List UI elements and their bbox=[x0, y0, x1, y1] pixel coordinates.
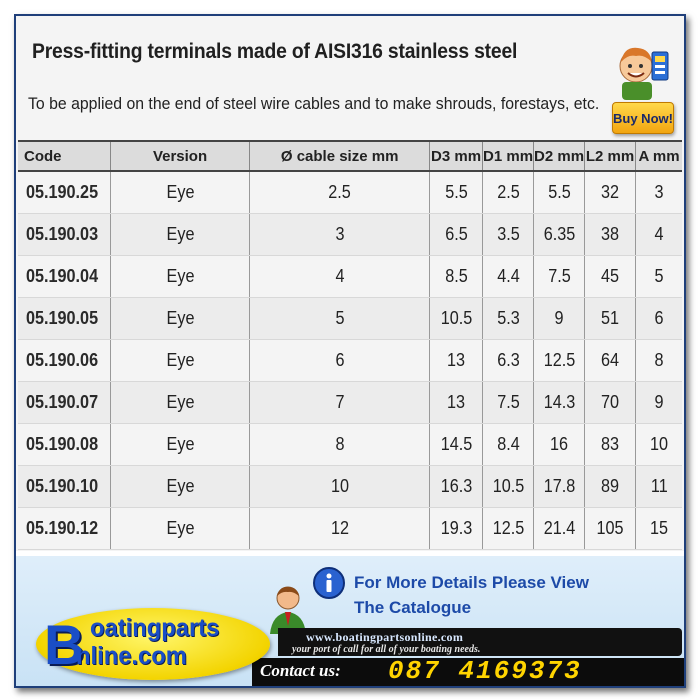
cell-value: 64 bbox=[601, 350, 620, 370]
cell-d3 bbox=[430, 424, 483, 466]
table-row bbox=[18, 214, 682, 256]
cell-value: 5.5 bbox=[444, 182, 468, 202]
logo-letter: B bbox=[44, 613, 85, 676]
cell-d2 bbox=[534, 340, 585, 382]
table-row bbox=[18, 466, 682, 508]
cell-value: 105 bbox=[596, 518, 624, 538]
table-row bbox=[18, 340, 682, 382]
cell-d1 bbox=[483, 171, 534, 214]
page-frame bbox=[14, 14, 686, 688]
info-icon bbox=[312, 566, 346, 600]
cell-version bbox=[110, 171, 249, 214]
cell-value: 9 bbox=[654, 392, 664, 412]
catalogue-link[interactable] bbox=[354, 570, 589, 620]
shopper-mascot-icon bbox=[612, 40, 672, 102]
cell-l2 bbox=[585, 382, 636, 424]
cell-value: 2.5 bbox=[496, 182, 520, 202]
brand-logo[interactable] bbox=[36, 608, 270, 680]
cell-d2 bbox=[534, 298, 585, 340]
cell-value: Eye bbox=[166, 476, 194, 496]
cell-d2 bbox=[534, 256, 585, 298]
cell-version bbox=[110, 424, 249, 466]
cell-value: 05.190.25 bbox=[26, 182, 99, 202]
page-subtitle: To be applied on the end of steel wire cables and to make shrouds, forestays, etc. bbox=[28, 94, 600, 113]
cell-version bbox=[110, 214, 249, 256]
cell-value: Eye bbox=[166, 182, 194, 202]
cell-value: 7.5 bbox=[547, 266, 571, 286]
cell-value: 14.3 bbox=[543, 392, 575, 412]
cell-d3 bbox=[430, 382, 483, 424]
cell-cable-size bbox=[250, 298, 430, 340]
cell-value: 5 bbox=[654, 266, 664, 286]
cell-value: 12.5 bbox=[543, 350, 575, 370]
cell-d3 bbox=[430, 298, 483, 340]
cell-value: Eye bbox=[166, 224, 194, 244]
column-header-l2: L2 mm bbox=[585, 141, 636, 171]
cell-value: 4 bbox=[654, 224, 664, 244]
cell-value: 6 bbox=[654, 308, 664, 328]
cell-d2 bbox=[534, 382, 585, 424]
cell-d1 bbox=[483, 214, 534, 256]
phone-number[interactable]: 087 4169373 bbox=[388, 656, 582, 686]
table-row bbox=[18, 508, 682, 550]
contact-label: Contact us: bbox=[260, 661, 341, 680]
cell-cable-size bbox=[250, 424, 430, 466]
cell-a bbox=[636, 256, 682, 298]
cell-value: 16.3 bbox=[440, 476, 472, 496]
cell-value: Eye bbox=[166, 434, 194, 454]
column-header-d1: D1 mm bbox=[483, 141, 534, 171]
cell-version bbox=[110, 466, 249, 508]
cell-value: 05.190.06 bbox=[26, 350, 99, 370]
cell-a bbox=[636, 508, 682, 550]
column-header-d2: D2 mm bbox=[534, 141, 585, 171]
buy-now-widget[interactable] bbox=[612, 40, 672, 132]
cell-value: 3 bbox=[654, 182, 664, 202]
cell-value: 32 bbox=[601, 182, 620, 202]
tagline: your port of call for all of your boating needs. bbox=[292, 644, 481, 655]
cell-value: 2.5 bbox=[328, 182, 351, 202]
cell-d2 bbox=[534, 171, 585, 214]
cell-a bbox=[636, 214, 682, 256]
cell-code bbox=[18, 298, 110, 340]
cell-d1 bbox=[483, 466, 534, 508]
cell-value: 8.4 bbox=[496, 434, 520, 454]
cell-value: 8 bbox=[654, 350, 664, 370]
table-row bbox=[18, 424, 682, 466]
cell-value: 5.5 bbox=[547, 182, 571, 202]
cell-cable-size bbox=[250, 382, 430, 424]
cell-value: 45 bbox=[601, 266, 620, 286]
cell-code bbox=[18, 256, 110, 298]
table-row bbox=[18, 382, 682, 424]
cell-a bbox=[636, 466, 682, 508]
cell-d2 bbox=[534, 508, 585, 550]
cell-value: 3.5 bbox=[496, 224, 520, 244]
cell-cable-size bbox=[250, 508, 430, 550]
cell-l2 bbox=[585, 424, 636, 466]
cell-cable-size bbox=[250, 256, 430, 298]
footer-banner bbox=[16, 556, 684, 686]
cell-value: 10.5 bbox=[492, 476, 524, 496]
cell-d3 bbox=[430, 256, 483, 298]
cell-l2 bbox=[585, 466, 636, 508]
cell-d1 bbox=[483, 382, 534, 424]
cell-a bbox=[636, 424, 682, 466]
cell-value: 51 bbox=[601, 308, 620, 328]
cell-value: 8.5 bbox=[444, 266, 468, 286]
column-header-cable-size: Ø cable size mm bbox=[250, 141, 430, 171]
cell-a bbox=[636, 382, 682, 424]
cell-cable-size bbox=[250, 214, 430, 256]
cell-d1 bbox=[483, 298, 534, 340]
cell-d2 bbox=[534, 214, 585, 256]
cell-value: 7 bbox=[335, 392, 345, 412]
cell-value: 05.190.03 bbox=[26, 224, 99, 244]
cell-cable-size bbox=[250, 340, 430, 382]
cell-d1 bbox=[483, 340, 534, 382]
cell-version bbox=[110, 256, 249, 298]
table-header-row bbox=[18, 141, 682, 171]
column-header-version: Version bbox=[110, 141, 249, 171]
cell-d3 bbox=[430, 214, 483, 256]
spec-table bbox=[18, 140, 682, 550]
cell-value: 16 bbox=[550, 434, 569, 454]
cell-value: 89 bbox=[601, 476, 620, 496]
cell-value: 21.4 bbox=[543, 518, 575, 538]
cell-value: 8 bbox=[335, 434, 345, 454]
cell-value: 83 bbox=[601, 434, 620, 454]
cell-value: 7.5 bbox=[496, 392, 520, 412]
cell-value: 13 bbox=[447, 350, 466, 370]
cell-value: Eye bbox=[166, 308, 194, 328]
cell-version bbox=[110, 298, 249, 340]
catalogue-line-2: The Catalogue bbox=[354, 598, 472, 617]
cell-value: 19.3 bbox=[440, 518, 472, 538]
cell-l2 bbox=[585, 256, 636, 298]
cell-value: 05.190.05 bbox=[26, 308, 99, 328]
column-header-code: Code bbox=[18, 141, 110, 171]
cell-d1 bbox=[483, 256, 534, 298]
buy-now-button[interactable]: Buy Now! bbox=[612, 102, 674, 134]
cell-code bbox=[18, 382, 110, 424]
cell-value: 12 bbox=[330, 518, 349, 538]
cell-value: 11 bbox=[650, 476, 668, 496]
cell-value: 10.5 bbox=[440, 308, 472, 328]
cell-value: 6.35 bbox=[543, 224, 575, 244]
cell-value: 05.190.10 bbox=[26, 476, 99, 496]
cell-code bbox=[18, 424, 110, 466]
cell-value: 6 bbox=[335, 350, 345, 370]
table-row bbox=[18, 298, 682, 340]
cell-value: 14.5 bbox=[440, 434, 472, 454]
cell-d2 bbox=[534, 424, 585, 466]
cell-version bbox=[110, 340, 249, 382]
cell-d3 bbox=[430, 508, 483, 550]
product-sheet bbox=[16, 16, 684, 551]
cell-a bbox=[636, 340, 682, 382]
cell-d1 bbox=[483, 508, 534, 550]
cell-value: 12.5 bbox=[492, 518, 524, 538]
cell-value: Eye bbox=[166, 392, 194, 412]
table-row bbox=[18, 171, 682, 214]
cell-a bbox=[636, 171, 682, 214]
cell-value: 17.8 bbox=[543, 476, 575, 496]
column-header-d3: D3 mm bbox=[430, 141, 483, 171]
cell-value: 9 bbox=[554, 308, 564, 328]
cell-value: 15 bbox=[650, 518, 669, 538]
logo-line-1: oatingparts bbox=[90, 614, 220, 642]
cell-l2 bbox=[585, 214, 636, 256]
cell-value: Eye bbox=[166, 518, 194, 538]
cell-value: 05.190.12 bbox=[26, 518, 99, 538]
cell-d3 bbox=[430, 171, 483, 214]
cell-d2 bbox=[534, 466, 585, 508]
cell-l2 bbox=[585, 508, 636, 550]
logo-line-2: nline.com bbox=[76, 642, 187, 670]
cell-l2 bbox=[585, 171, 636, 214]
table-row bbox=[18, 256, 682, 298]
cell-value: Eye bbox=[166, 266, 194, 286]
cell-code bbox=[18, 466, 110, 508]
cell-code bbox=[18, 508, 110, 550]
cell-a bbox=[636, 298, 682, 340]
cell-version bbox=[110, 508, 249, 550]
cell-value: 10 bbox=[330, 476, 349, 496]
cell-l2 bbox=[585, 340, 636, 382]
cell-value: 3 bbox=[335, 224, 345, 244]
cell-value: 38 bbox=[601, 224, 620, 244]
cell-value: 05.190.08 bbox=[26, 434, 99, 454]
cell-value: 10 bbox=[650, 434, 669, 454]
cell-value: 70 bbox=[601, 392, 620, 412]
cell-value: 5.3 bbox=[496, 308, 520, 328]
cell-cable-size bbox=[250, 171, 430, 214]
cell-code bbox=[18, 340, 110, 382]
page-title: Press-fitting terminals made of AISI316 stainless steel bbox=[32, 40, 518, 63]
cell-value: 13 bbox=[447, 392, 466, 412]
cell-value: 5 bbox=[335, 308, 345, 328]
column-header-a: A mm bbox=[636, 141, 682, 171]
cell-code bbox=[18, 171, 110, 214]
cell-l2 bbox=[585, 298, 636, 340]
cell-d3 bbox=[430, 340, 483, 382]
cell-code bbox=[18, 214, 110, 256]
cell-d1 bbox=[483, 424, 534, 466]
cell-value: 05.190.04 bbox=[26, 266, 99, 286]
website-url[interactable]: www.boatingpartsonline.com bbox=[306, 630, 464, 644]
cell-value: 6.3 bbox=[496, 350, 520, 370]
cell-version bbox=[110, 382, 249, 424]
cell-value: 4.4 bbox=[496, 266, 520, 286]
cell-d3 bbox=[430, 466, 483, 508]
cell-value: 05.190.07 bbox=[26, 392, 99, 412]
catalogue-line-1: For More Details Please View bbox=[354, 573, 589, 592]
cell-value: Eye bbox=[166, 350, 194, 370]
cell-cable-size bbox=[250, 466, 430, 508]
cell-value: 6.5 bbox=[444, 224, 468, 244]
cell-value: 4 bbox=[335, 266, 345, 286]
